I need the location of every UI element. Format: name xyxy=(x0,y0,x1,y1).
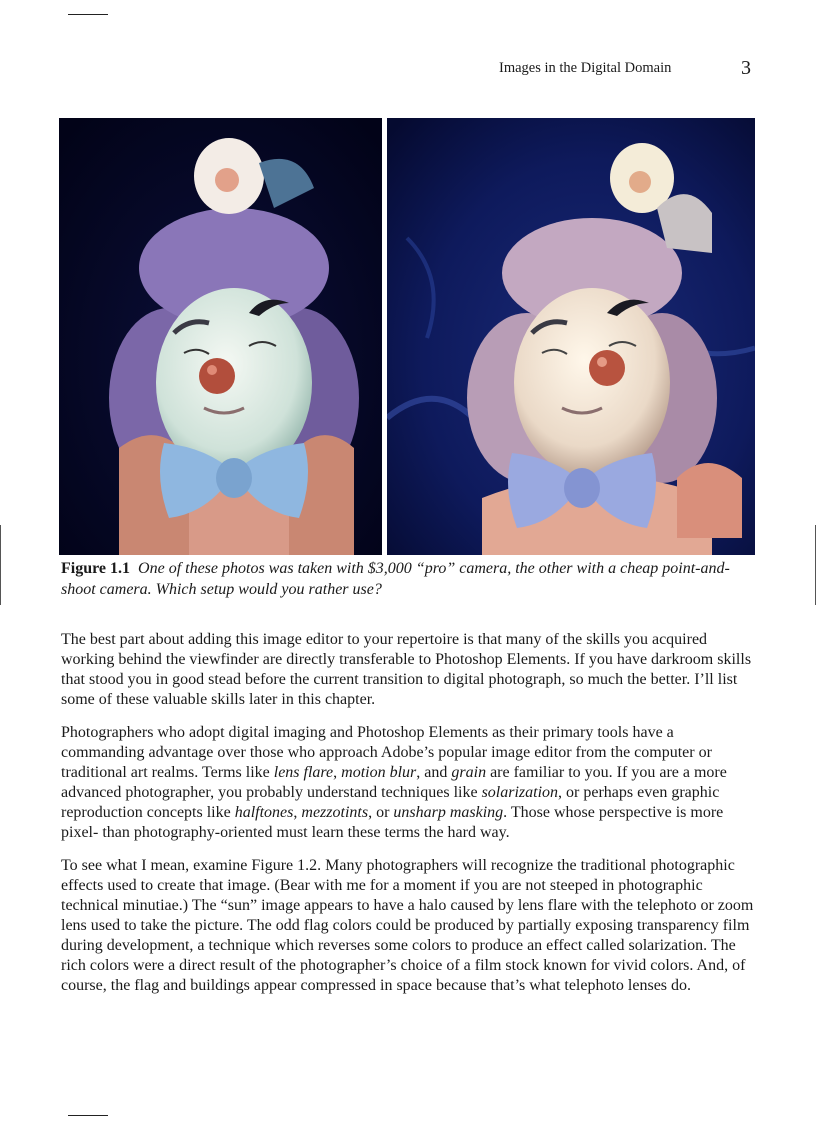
paragraph-text: , or perhaps even graphic reproduction concepts like xyxy=(61,784,720,821)
clown-figurine-image xyxy=(387,118,755,555)
paragraph-text: , and xyxy=(416,764,452,781)
page-number: 3 xyxy=(741,57,751,79)
crop-mark-bottom xyxy=(68,1115,108,1116)
paragraph-text: , xyxy=(333,764,342,781)
body-paragraph xyxy=(61,630,761,710)
crop-mark-left xyxy=(0,525,1,605)
body-paragraph xyxy=(61,856,761,996)
italic-term: motion blur xyxy=(341,764,417,781)
paragraph-text: . Those whose perspective is more pixel- than photography-oriented must learn these terms the hard way. xyxy=(61,804,724,841)
italic-term: mezzotints xyxy=(301,804,369,821)
clown-figurine-image xyxy=(59,118,382,555)
running-header-title: Images in the Digital Domain xyxy=(499,60,672,76)
paragraph-text: To see what I mean, examine Figure 1.2. Many photographers will recognize the traditional photographic effects used to create that image. (Bear with me for a moment if you are not steeped in photographic technical minutiae.) The “sun” image appears to have a halo caused by lens flare with the telephoto or zoom lens used to take the picture. The odd flag colors could be produced by partially exposing transparency film during development, a technique which reverses some colors to produce an effect called solarization. The rich colors were a direct result of the photographer’s choice of a film stock known for vivid colors. And, of course, the flag and buildings appear compressed in space because that’s what telephoto lenses do. xyxy=(61,857,754,994)
italic-term: solarization xyxy=(481,784,559,801)
paragraph-text: , xyxy=(293,804,302,821)
crop-mark-top xyxy=(68,14,108,15)
photo-left xyxy=(59,118,382,555)
body-text xyxy=(61,630,761,1009)
italic-term: halftones xyxy=(234,804,294,821)
paragraph-text: Photographers who adopt digital imaging and Photoshop Elements as their primary tools have a commanding advantage over those who approach Adobe’s popular image editor from the computer or traditional art realms. Terms like xyxy=(61,724,712,781)
figure-1-1 xyxy=(59,118,755,555)
paragraph-text: The best part about adding this image editor to your repertoire is that many of the skills you acquired working behind the viewfinder are directly transferable to Photoshop Elements. If you have darkroom skills that stood you in good stead before the current transition to digital photograph, so much the better. I’ll list some of these valuable skills later in this chapter. xyxy=(61,631,752,708)
paragraph-text: , or xyxy=(368,804,394,821)
figure-caption-text: One of these photos was taken with $3,000 “pro” camera, the other with a cheap point-and-shoot camera. Which setup would you rather use? xyxy=(61,560,730,598)
paragraph-text: are familiar to you. If you are a more advanced photographer, you probably understand techniques like xyxy=(61,764,727,801)
figure-caption xyxy=(61,558,761,600)
italic-term: unsharp masking xyxy=(393,804,504,821)
figure-label: Figure 1.1 xyxy=(61,560,131,577)
photo-right xyxy=(387,118,755,555)
italic-term: grain xyxy=(451,764,487,781)
body-paragraph xyxy=(61,723,761,843)
italic-term: lens flare xyxy=(273,764,334,781)
